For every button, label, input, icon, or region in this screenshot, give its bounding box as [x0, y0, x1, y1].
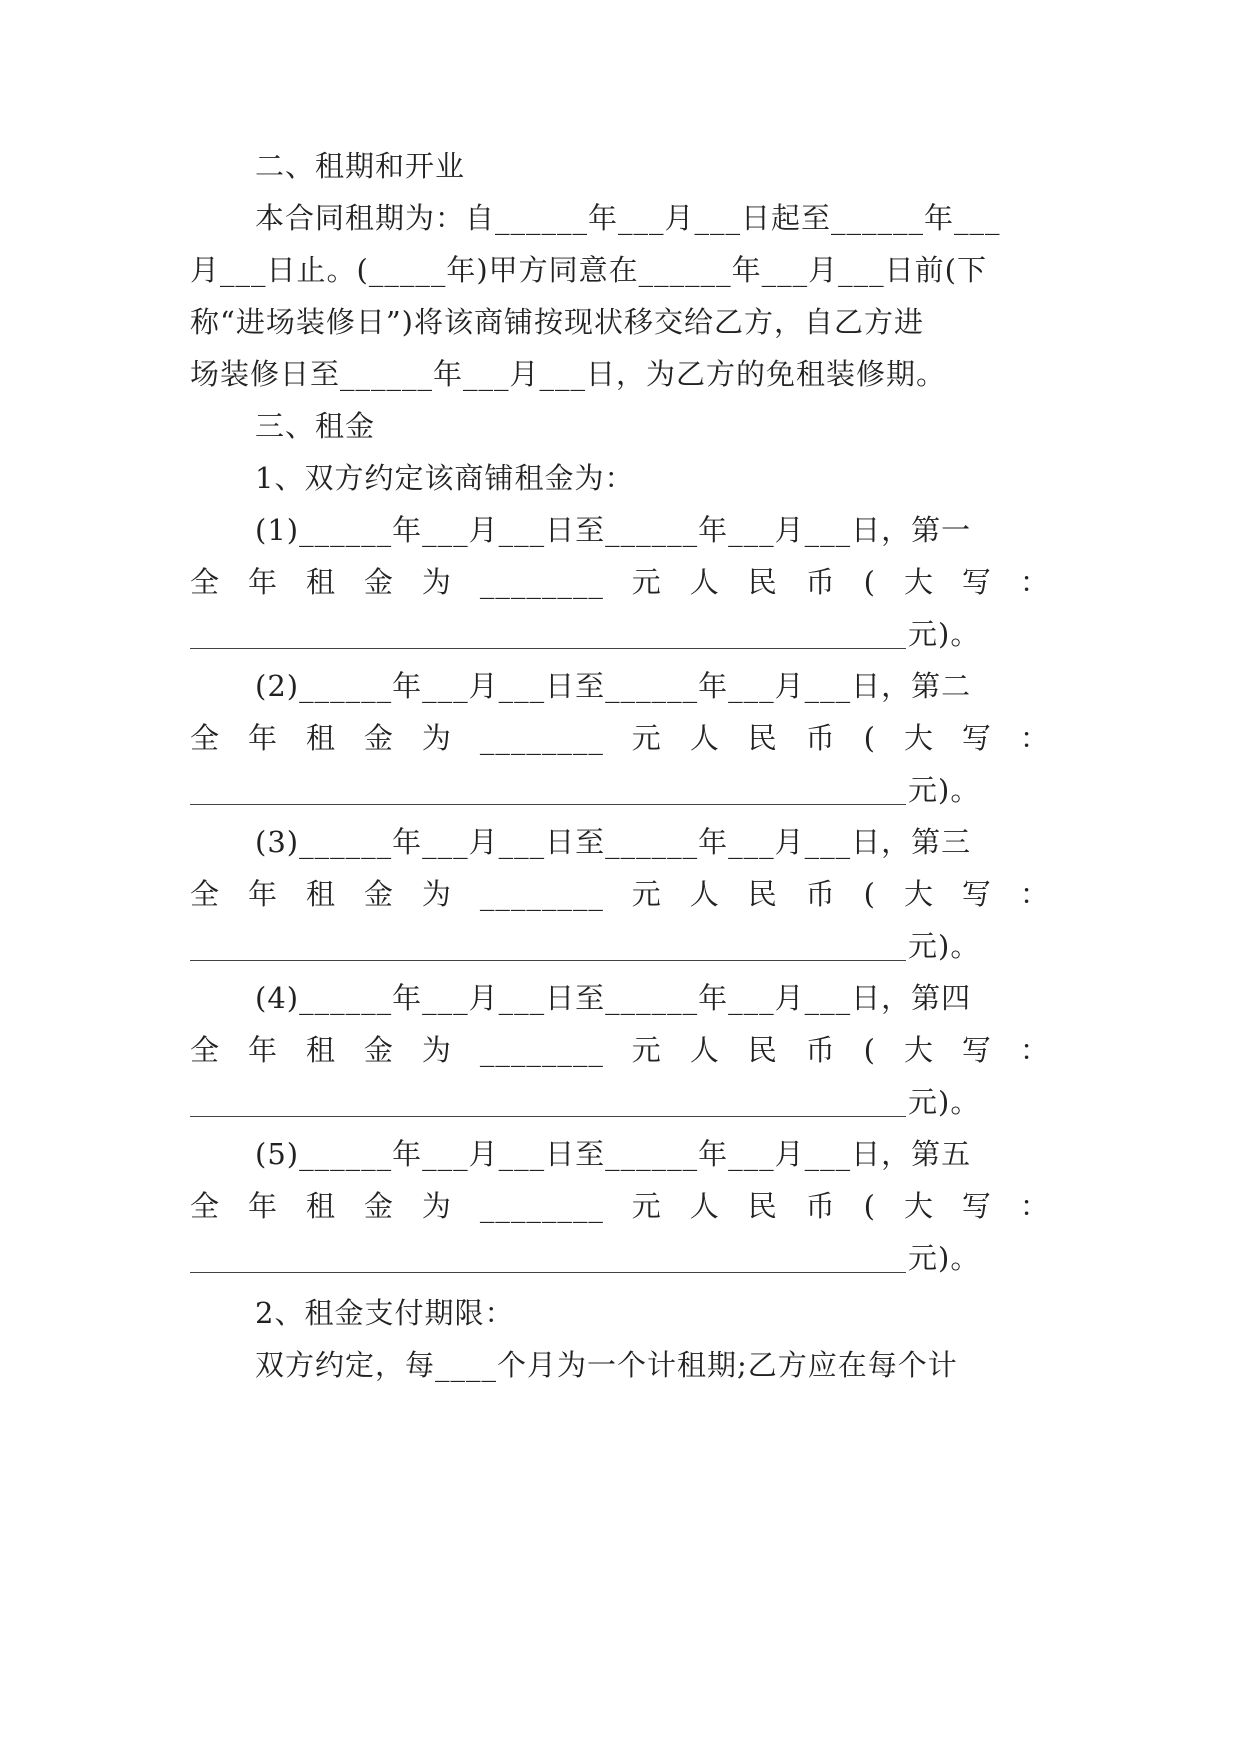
rent-amount-line	[190, 721, 1050, 755]
rent-period-line: (4)______年___月___日至______年___月___日，第四	[255, 981, 972, 1015]
rent-word: 大	[903, 565, 934, 599]
amount-blank: ________	[479, 721, 604, 755]
rent-word: 大	[903, 1033, 934, 1067]
rent-word: 为	[421, 565, 452, 599]
clause-line: 1、双方约定该商铺租金为：	[255, 461, 635, 495]
rent-word: 元	[631, 721, 662, 755]
rent-word: 金	[363, 565, 394, 599]
rent-word: 写	[961, 565, 992, 599]
rent-word: 大	[903, 1189, 934, 1223]
rent-word: ：	[1019, 721, 1050, 755]
amount-in-words-line	[190, 929, 1050, 963]
rent-word: 租	[305, 721, 336, 755]
blank-rule	[190, 622, 906, 649]
rent-word: 币	[805, 877, 836, 911]
rent-line-end: 元)。	[908, 1241, 981, 1275]
rent-word: 民	[747, 721, 778, 755]
rent-word: 年	[247, 877, 278, 911]
rent-amount-line	[190, 877, 1050, 911]
rent-word: 年	[247, 1189, 278, 1223]
rent-word: 为	[421, 877, 452, 911]
rent-word: 民	[747, 1033, 778, 1067]
amount-blank: ________	[479, 877, 604, 911]
rent-word: 年	[247, 1033, 278, 1067]
amount-in-words-line	[190, 1241, 1050, 1275]
section-heading: 二、租期和开业	[255, 149, 466, 183]
rent-period-line: (1)______年___月___日至______年___月___日，第一	[255, 513, 972, 547]
rent-word: 元	[631, 877, 662, 911]
rent-word: 币	[805, 1033, 836, 1067]
rent-word: 大	[903, 721, 934, 755]
rent-word: 写	[961, 721, 992, 755]
rent-word: 租	[305, 565, 336, 599]
rent-word: 租	[305, 877, 336, 911]
rent-period-line: (3)______年___月___日至______年___月___日，第三	[255, 825, 972, 859]
paragraph-line: 称“进场装修日”)将该商铺按现状移交给乙方，自乙方进	[190, 305, 924, 339]
rent-word: 全	[190, 877, 221, 911]
rent-word: 年	[247, 565, 278, 599]
rent-period-line: (5)______年___月___日至______年___月___日，第五	[255, 1137, 972, 1171]
rent-word: ：	[1019, 1033, 1050, 1067]
rent-word: 民	[747, 1189, 778, 1223]
amount-blank: ________	[479, 1189, 604, 1223]
rent-line-end: 元)。	[908, 617, 981, 651]
paragraph-line: 月___日止。(_____年)甲方同意在______年___月___日前(下	[190, 253, 987, 287]
rent-word: 人	[689, 1033, 720, 1067]
rent-word: 民	[747, 877, 778, 911]
rent-word: 为	[421, 721, 452, 755]
rent-word: 元	[631, 1033, 662, 1067]
rent-word: 币	[805, 1189, 836, 1223]
rent-word: 大	[903, 877, 934, 911]
rent-word: 人	[689, 877, 720, 911]
rent-word: ：	[1019, 1189, 1050, 1223]
rent-word: ：	[1019, 877, 1050, 911]
rent-word: 人	[689, 1189, 720, 1223]
rent-word: ：	[1019, 565, 1050, 599]
rent-word: 金	[363, 877, 394, 911]
blank-rule	[190, 778, 906, 805]
rent-word: 人	[689, 565, 720, 599]
rent-word: 金	[363, 1189, 394, 1223]
amount-in-words-line	[190, 1085, 1050, 1119]
blank-rule	[190, 934, 906, 961]
rent-word: (	[863, 877, 876, 911]
blank-rule	[190, 1246, 906, 1273]
amount-in-words-line	[190, 773, 1050, 807]
rent-word: 人	[689, 721, 720, 755]
rent-word: 全	[190, 721, 221, 755]
rent-word: 全	[190, 565, 221, 599]
rent-word: (	[863, 565, 876, 599]
rent-line-end: 元)。	[908, 773, 981, 807]
clause-line: 2、租金支付期限：	[255, 1296, 515, 1330]
paragraph-line: 双方约定，每____个月为一个计租期;乙方应在每个计	[255, 1348, 958, 1382]
rent-word: 租	[305, 1033, 336, 1067]
rent-line-end: 元)。	[908, 1085, 981, 1119]
blank-rule	[190, 1090, 906, 1117]
rent-word: 币	[805, 721, 836, 755]
rent-word: 币	[805, 565, 836, 599]
rent-word: 写	[961, 877, 992, 911]
rent-word: 租	[305, 1189, 336, 1223]
rent-word: 金	[363, 721, 394, 755]
amount-blank: ________	[479, 1033, 604, 1067]
rent-word: 为	[421, 1189, 452, 1223]
paragraph-line: 场装修日至______年___月___日，为乙方的免租装修期。	[190, 357, 947, 391]
rent-word: 写	[961, 1189, 992, 1223]
rent-word: 民	[747, 565, 778, 599]
rent-amount-line	[190, 1033, 1050, 1067]
rent-word: 为	[421, 1033, 452, 1067]
section-heading: 三、租金	[255, 409, 376, 443]
rent-line-end: 元)。	[908, 929, 981, 963]
rent-word: 年	[247, 721, 278, 755]
rent-period-line: (2)______年___月___日至______年___月___日，第二	[255, 669, 972, 703]
amount-in-words-line	[190, 617, 1050, 651]
rent-word: (	[863, 1189, 876, 1223]
paragraph-line: 本合同租期为：自______年___月___日起至______年___	[255, 201, 1001, 235]
rent-word: 全	[190, 1033, 221, 1067]
rent-word: 元	[631, 1189, 662, 1223]
amount-blank: ________	[479, 565, 604, 599]
rent-word: 写	[961, 1033, 992, 1067]
rent-word: 金	[363, 1033, 394, 1067]
rent-word: (	[863, 1033, 876, 1067]
rent-amount-line	[190, 565, 1050, 599]
rent-amount-line	[190, 1189, 1050, 1223]
rent-word: 元	[631, 565, 662, 599]
rent-word: 全	[190, 1189, 221, 1223]
rent-word: (	[863, 721, 876, 755]
